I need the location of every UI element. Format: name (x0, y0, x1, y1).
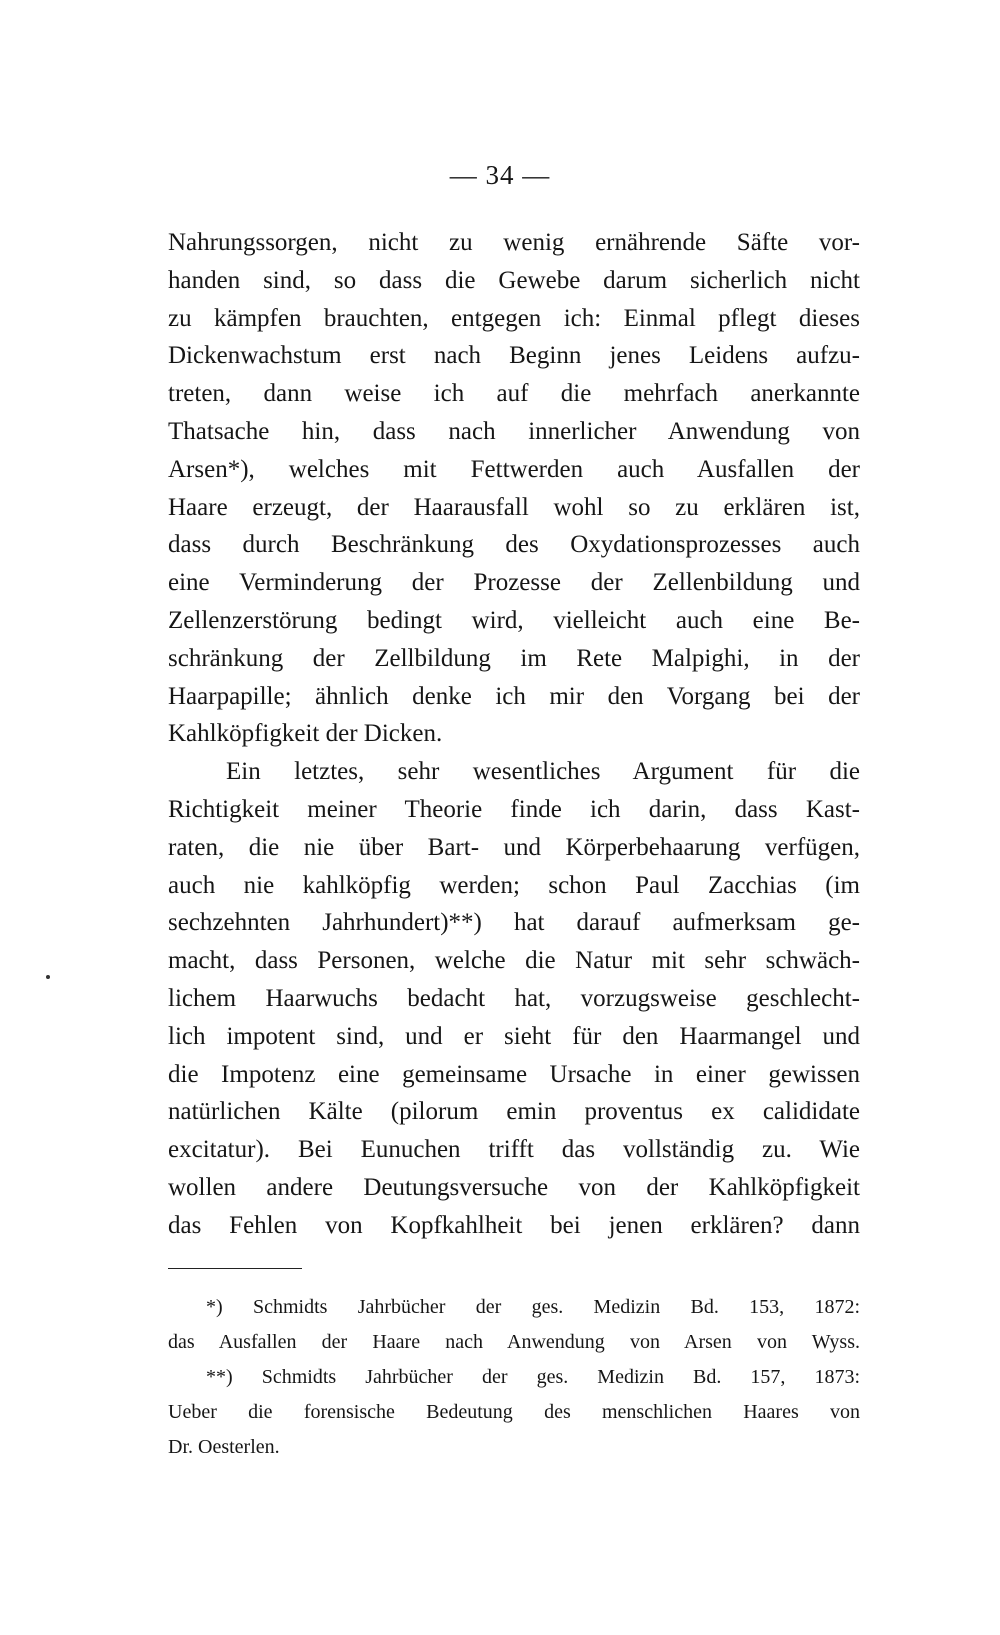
text-line: Richtigkeit meiner Theorie finde ich darin, dass Kast- (168, 795, 860, 823)
text-line: zu kämpfen brauchten, entgegen ich: Einmal pflegt dieses (168, 304, 860, 332)
footnote-line: das Ausfallen der Haare nach Anwendung von Arsen von Wyss. (168, 1331, 860, 1353)
text-line: Arsen*), welches mit Fettwerden auch Ausfallen der (168, 455, 860, 483)
text-line: Haare erzeugt, der Haarausfall wohl so zu erklären ist, (168, 493, 860, 521)
text-line: excitatur). Bei Eunuchen trifft das vollständig zu. Wie (168, 1136, 860, 1164)
text-line: eine Verminderung der Prozesse der Zellenbildung und (168, 569, 860, 597)
text-line: sechzehnten Jahrhundert)**) hat darauf aufmerksam ge- (168, 909, 860, 937)
text-line: lichem Haarwuchs bedacht hat, vorzugsweise geschlecht- (168, 984, 860, 1012)
text-line: das Fehlen von Kopfkahlheit bei jenen erklären? dann (168, 1211, 860, 1239)
footnote-line: *) Schmidts Jahrbücher der ges. Medizin Bd. 153, 1872: (206, 1296, 860, 1318)
text-line: auch nie kahlköpfig werden; schon Paul Zacchias (im (168, 871, 860, 899)
page-number: — 34 — (449, 160, 551, 190)
text-line: die Impotenz eine gemeinsame Ursache in einer gewissen (168, 1060, 860, 1088)
text-line: Ein letztes, sehr wesentliches Argument für die (226, 758, 860, 786)
text-line: raten, die nie über Bart- und Körperbehaarung verfügen, (168, 833, 860, 861)
text-line: Thatsache hin, dass nach innerlicher Anwendung von (168, 417, 860, 445)
text-line: Kahlköpfigkeit der Dicken. (168, 720, 443, 748)
text-line: macht, dass Personen, welche die Natur mit sehr schwäch- (168, 947, 860, 975)
text-line: wollen andere Deutungsversuche von der Kahlköpfigkeit (168, 1173, 860, 1201)
text-line: dass durch Beschränkung des Oxydationsprozesses auch (168, 531, 860, 559)
text-line: lich impotent sind, und er sieht für den Haarmangel und (168, 1022, 860, 1050)
text-line: natürlichen Kälte (pilorum emin proventus ex calididate (168, 1098, 860, 1126)
footnote-line: **) Schmidts Jahrbücher der ges. Medizin Bd. 157, 1873: (206, 1366, 860, 1388)
text-line: Haarpapille; ähnlich denke ich mir den Vorgang bei der (168, 682, 860, 710)
text-line: schränkung der Zellbildung im Rete Malpighi, in der (168, 644, 860, 672)
text-line: treten, dann weise ich auf die mehrfach anerkannte (168, 380, 860, 408)
footnote-line: Ueber die forensische Bedeutung des menschlichen Haares von (168, 1401, 860, 1423)
scan-speck (46, 975, 50, 979)
body-text (168, 224, 860, 1245)
footnote-line: Dr. Oesterlen. (168, 1436, 280, 1458)
footnotes (168, 1290, 860, 1465)
text-line: handen sind, so dass die Gewebe darum sicherlich nicht (168, 266, 860, 294)
footnote-divider (168, 1268, 302, 1269)
text-line: Zellenzerstörung bedingt wird, vielleicht auch eine Be- (168, 606, 860, 634)
text-line: Nahrungssorgen, nicht zu wenig ernährende Säfte vor- (168, 229, 860, 256)
text-line: Dickenwachstum erst nach Beginn jenes Leidens aufzu- (168, 342, 860, 370)
